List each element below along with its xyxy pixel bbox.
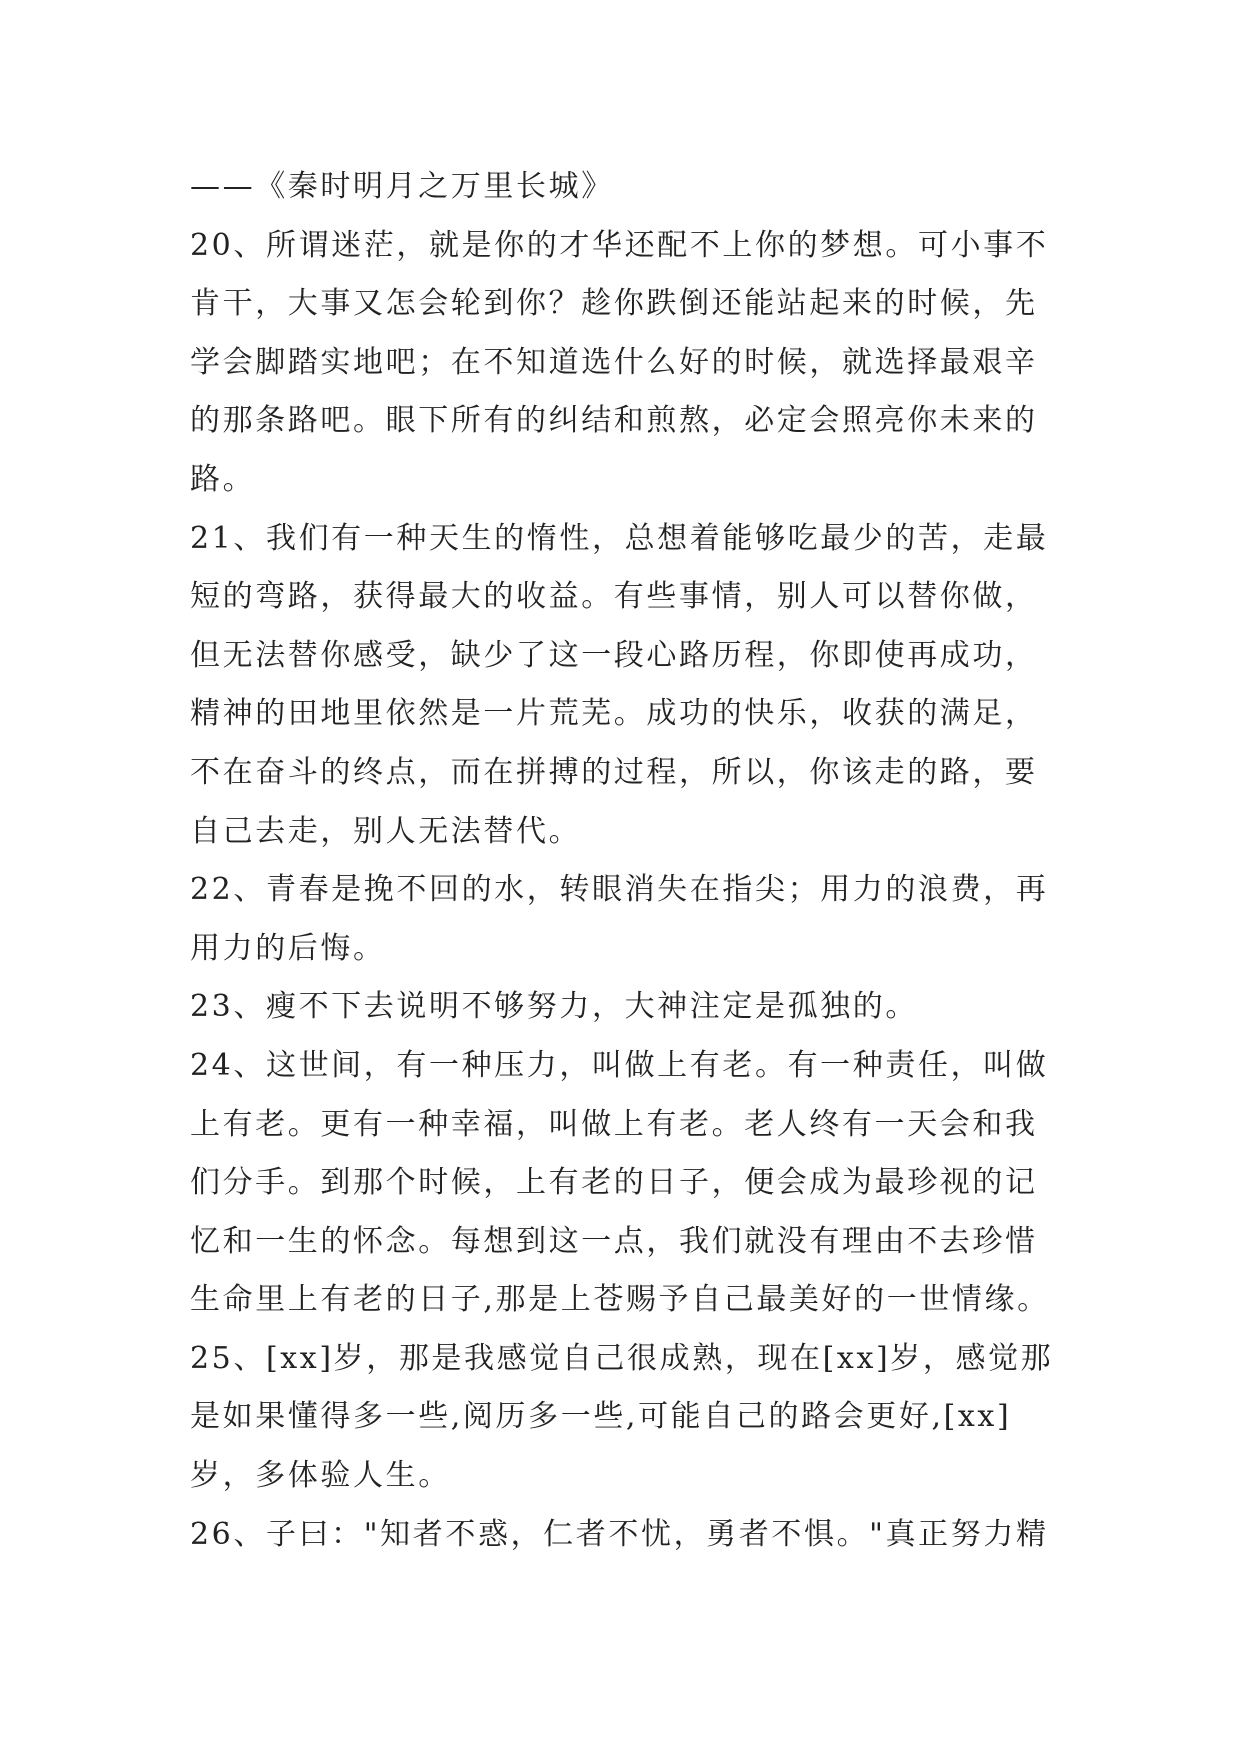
- text-line: 26、子曰："知者不惑，仁者不忧，勇者不惧。"真正努力精: [190, 1516, 1049, 1552]
- text-line: 用力的后悔。: [190, 930, 386, 966]
- text-line: 23、瘦不下去说明不够努力，大神注定是孤独的。: [190, 989, 918, 1025]
- text-line: 24、这世间，有一种压力，叫做上有老。有一种责任，叫做: [190, 1047, 1049, 1083]
- text-line: 21、我们有一种天生的惰性，总想着能够吃最少的苦，走最: [190, 520, 1049, 556]
- text-line: 岁，多体验人生。: [190, 1458, 451, 1494]
- text-line: 22、青春是挽不回的水，转眼消失在指尖；用力的浪费，再: [190, 872, 1049, 908]
- text-line: 们分手。到那个时候，上有老的日子，便会成为最珍视的记: [190, 1165, 1038, 1201]
- text-line: 生命里上有老的日子,那是上苍赐予自己最美好的一世情缘。: [190, 1282, 1050, 1318]
- text-line: 路。: [190, 461, 256, 497]
- text-line: 不在奋斗的终点，而在拼搏的过程，所以，你该走的路，要: [190, 754, 1038, 790]
- text-line: 的那条路吧。眼下所有的纠结和煎熬，必定会照亮你未来的: [190, 403, 1038, 439]
- text-line: 25、[xx]岁，那是我感觉自己很成熟，现在[xx]岁，感觉那: [190, 1340, 1054, 1376]
- text-line: 是如果懂得多一些,阅历多一些,可能自己的路会更好,[xx]: [190, 1399, 1012, 1435]
- text-line: 精神的田地里依然是一片荒芜。成功的快乐，收获的满足，: [190, 696, 1038, 732]
- text-line: 自己去走，别人无法替代。: [190, 813, 582, 849]
- text-line: 短的弯路，获得最大的收益。有些事情，别人可以替你做，: [190, 579, 1038, 615]
- text-line: 忆和一生的怀念。每想到这一点，我们就没有理由不去珍惜: [190, 1223, 1038, 1259]
- text-line: 学会脚踏实地吧；在不知道选什么好的时候，就选择最艰辛: [190, 344, 1038, 380]
- text-line: 肯干，大事又怎会轮到你？趁你跌倒还能站起来的时候，先: [190, 286, 1038, 322]
- document-page: [190, 158, 1070, 1564]
- text-line: ——《秦时明月之万里长城》: [190, 169, 614, 204]
- text-line: 上有老。更有一种幸福，叫做上有老。老人终有一天会和我: [190, 1106, 1038, 1142]
- text-line: 但无法替你感受，缺少了这一段心路历程，你即使再成功，: [190, 637, 1038, 673]
- text-line: 20、所谓迷茫，就是你的才华还配不上你的梦想。可小事不: [190, 227, 1049, 263]
